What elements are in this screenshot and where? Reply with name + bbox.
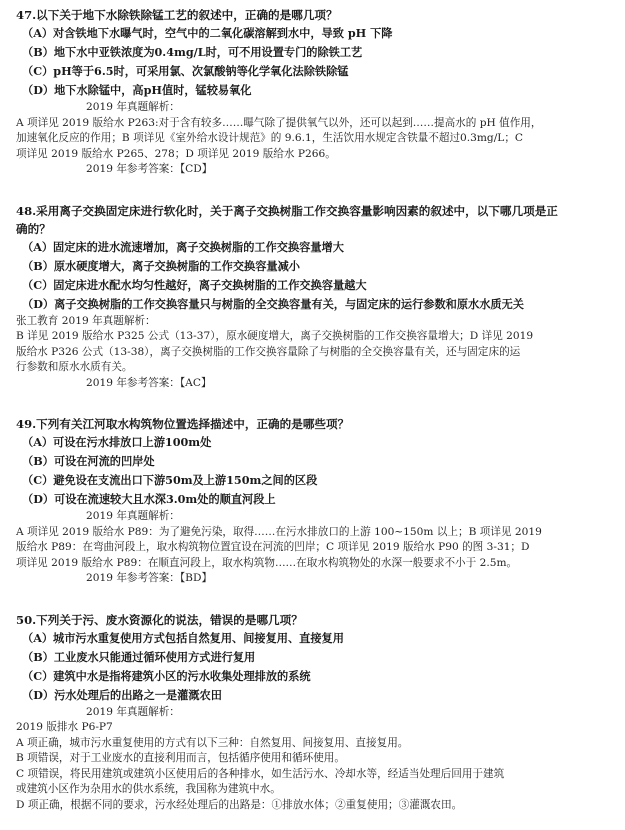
- option-a: （A）城市污水重复使用方式包括自然复用、间接复用、直接复用: [22, 630, 344, 645]
- analysis-line: A 项详见 2019 版给水 P263:对于含有较多……曝气除了提供氧气以外，还可以起到……提高水的 pH 值作用，: [16, 116, 542, 129]
- option-d: （D）地下水除锰中，高pH值时，锰较易氧化: [22, 83, 252, 97]
- reference-answer: 2019 年参考答案：【CD】: [86, 163, 213, 175]
- analysis-line: A 项正确，城市污水重复使用的方式有以下三种：自然复用、间接复用、直接复用。: [16, 736, 409, 749]
- option-d: （D）污水处理后的出路之一是灌溉农田: [22, 687, 222, 702]
- option-a: （A）对含铁地下水曝气时，空气中的二氧化碳溶解到水中，导致 pH 下降: [22, 26, 393, 40]
- option-b: （B）可设在河流的凹岸处: [22, 454, 155, 468]
- analysis-source: 2019 版排水 P6-P7: [16, 721, 113, 733]
- option-c: （C）建筑中水是指将建筑小区的污水收集处理排放的系统: [22, 668, 311, 683]
- analysis-line: C 项错误，将民用建筑或建筑小区使用后的各种排水，如生活污水、冷却水等，经适当处理后回用于建筑: [16, 767, 505, 780]
- analysis-line: D 项正确，根据不同的要求，污水经处理后的出路是：①排放水体；②重复使用；③灌溉农田。: [16, 798, 463, 811]
- analysis-header: 2019 年真题解析：: [86, 101, 180, 113]
- option-b: （B）工业废水只能通过循环使用方式进行复用: [22, 649, 256, 664]
- question-stem-cont: 确的？: [16, 221, 51, 236]
- question-stem: 49.下列有关江河取水构筑物位置选择描述中，正确的是哪些项？: [16, 417, 350, 431]
- option-d: （D）离子交换树脂的工作交换容量只与树脂的全交换容量有关，与固定床的运行参数和原水水质无关: [22, 296, 524, 311]
- analysis-line: B 项错误，对于工业废水的直接利用而言，包括循序使用和循环使用。: [16, 752, 345, 764]
- analysis-line: 版给水 P89：在弯曲河段上，取水构筑物位置宜设在河流的凹岸；C 项详见 2019 版给水 P90 的图 3-31；D: [16, 541, 530, 553]
- analysis-header: 2019 年真题解析：: [86, 510, 180, 522]
- reference-answer: 2019 年参考答案：【AC】: [86, 376, 212, 389]
- question-47: [16, 6, 611, 178]
- option-d: （D）可设在流速较大且水深3.0m处的顺直河段上: [22, 492, 276, 506]
- analysis-line: 或建筑小区作为杂用水的供水系统，我国称为建筑中水。: [16, 783, 281, 795]
- option-c: （C）固定床进水配水均匀性越好，离子交换树脂的工作交换容量越大: [22, 277, 367, 292]
- question-49: [16, 415, 611, 587]
- question-stem: 48.采用离子交换固定床进行软化时，关于离子交换树脂工作交换容量影响因素的叙述中，以下哪几项是正: [16, 203, 558, 218]
- analysis-line: 加速氧化反应的作用；B 项详见《室外给水设计规范》的 9.6.1，生活饮用水规定含铁量不超过0.3mg/L；C: [16, 132, 524, 144]
- analysis-line: 版给水 P326 公式（13-38），离子交换树脂的工作交换容量除了与树脂的全交换容量有关，还与固定床的运: [16, 345, 521, 358]
- option-a: （A）固定床的进水流速增加，离子交换树脂的工作交换容量增大: [22, 239, 344, 254]
- option-b: （B）原水硬度增大，离子交换树脂的工作交换容量减小: [22, 258, 300, 273]
- option-b: （B）地下水中亚铁浓度为0.4mg/L时，可不用设置专门的除铁工艺: [22, 45, 363, 59]
- analysis-line: 行参数和原水水质有关。: [16, 361, 133, 373]
- question-stem: 47.以下关于地下水除铁除锰工艺的叙述中，正确的是哪几项？: [16, 8, 338, 22]
- option-c: （C）pH等于6.5时，可采用氯、次氯酸钠等化学氧化法除铁除锰: [22, 64, 349, 78]
- analysis-line: 项详见 2019 版给水 P265、278；D 项详见 2019 版给水 P266。: [16, 147, 336, 160]
- option-a: （A）可设在污水排放口上游100m处: [22, 435, 212, 449]
- option-c: （C）避免设在支流出口下游50m及上游150m之间的区段: [22, 473, 318, 487]
- question-stem: 50.下列关于污、废水资源化的说法，错误的是哪几项？: [16, 612, 303, 627]
- analysis-header: 张工教育 2019 年真题解析：: [16, 314, 156, 327]
- question-50: [16, 611, 611, 814]
- reference-answer: 2019 年参考答案：【BD】: [86, 572, 213, 584]
- analysis-header: 2019 年真题解析：: [86, 705, 180, 718]
- analysis-line: B 详见 2019 版给水 P325 公式（13-37），原水硬度增大，离子交换树脂的工作交换容量增大；D 详见 2019: [16, 330, 534, 342]
- analysis-line: A 项详见 2019 版给水 P89：为了避免污染，取得……在污水排放口的上游 100~150m 以上；B 项详见 2019: [16, 525, 542, 538]
- question-48: [16, 202, 611, 392]
- analysis-line: 项详见 2019 版给水 P89：在顺直河段上，取水构筑物……在取水构筑物处的水深一般要求不小于 2.5m。: [16, 556, 518, 569]
